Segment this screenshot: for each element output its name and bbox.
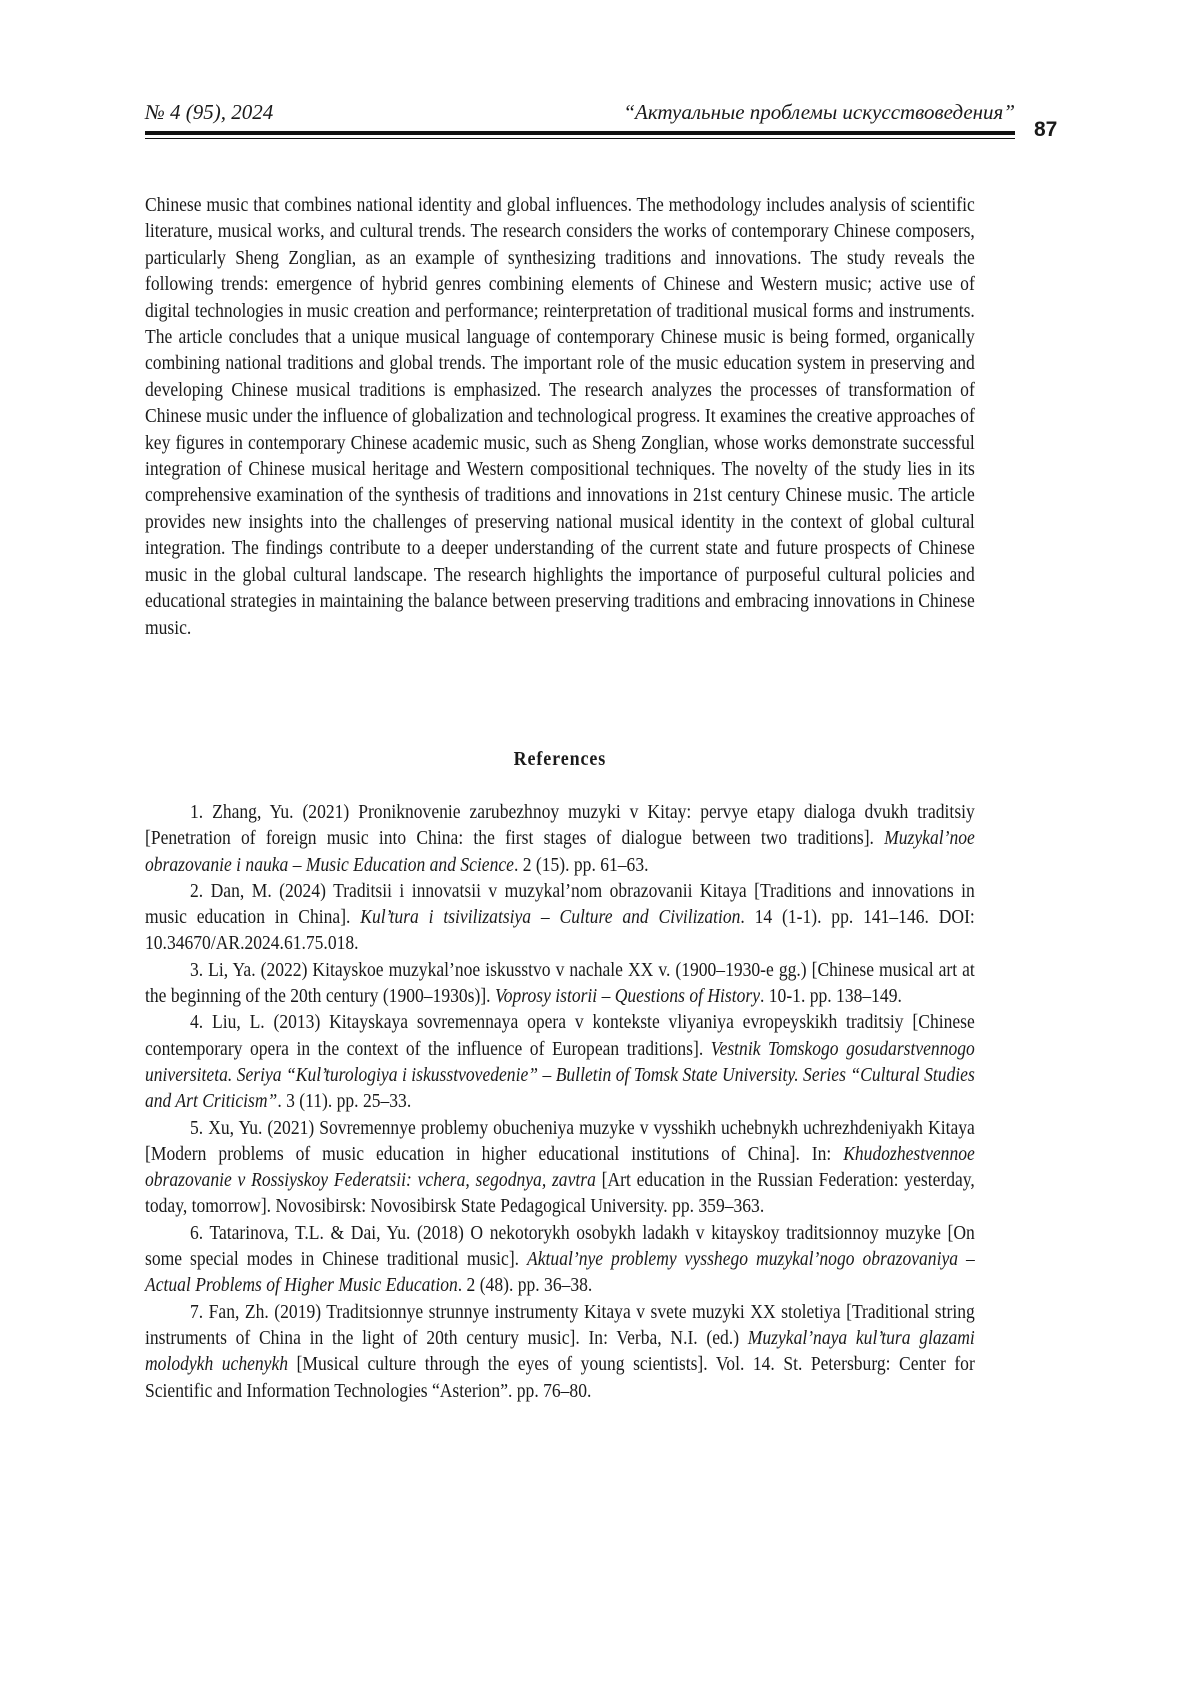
page-number: 87 [1034, 118, 1058, 141]
issue-number: № 4 (95), 2024 [145, 100, 274, 124]
header-rule-thick [145, 131, 1015, 135]
header-rule-thin [145, 138, 1015, 139]
references-list [145, 800, 975, 1405]
reference-item: 5. Xu, Yu. (2021) Sovremennye problemy obucheniya muzyke v vysshikh uchebnykh uchrezhdeniyakh Kitaya [Modern problems of music education in higher educational institutions of China]. In: Khudozhestvennoe obrazovanie v Rossiyskoy Federatsii: vchera, segodnya, zavtra [Art education in the Russian Federation: yesterday, today, tomorrow]. Novosibirsk: Novosibirsk State Pedagogical University. pp. 359–363. [145, 1117, 975, 1218]
reference-item: 6. Tatarinova, T.L. & Dai, Yu. (2018) O nekotorykh osobykh ladakh v kitayskoy traditsionnoy muzyke [On some special modes in Chinese traditional music]. Aktual’nye problemy vysshego muzykal’nogo obrazovaniya – Actual Problems of Higher Music Education. 2 (48). pp. 36–38. [145, 1222, 975, 1297]
body-paragraph: Chinese music that combines national identity and global influences. The methodology includes analysis of scientific literature, musical works, and cultural trends. The research considers the works of contemporary Chinese composers, particularly Sheng Zonglian, as an example of synthesizing traditions and innovations. The study reveals the following trends: emergence of hybrid genres combining elements of Chinese and Western music; active use of digital technologies in music creation and performance; reinterpretation of traditional musical forms and instruments. The article concludes that a unique musical language of contemporary Chinese music is being formed, organically combining national traditions and global trends. The important role of the music education system in preserving and developing Chinese musical traditions is emphasized. The research analyzes the processes of transformation of Chinese music under the influence of globalization and technological progress. It examines the creative approaches of key figures in contemporary Chinese academic music, such as Sheng Zonglian, whose works demonstrate successful integration of Chinese musical heritage and Western compositional techniques. The novelty of the study lies in its comprehensive examination of the synthesis of traditions and innovations in 21st century Chinese music. The article provides new insights into the challenges of preserving national musical identity in the context of global cultural integration. The findings contribute to a deeper understanding of the current state and future prospects of Chinese music in the global cultural landscape. The research highlights the importance of purposeful cultural policies and educational strategies in maintaining the balance between preserving traditions and embracing innovations in Chinese music. [145, 195, 975, 639]
journal-title: “Актуальные проблемы искусствоведения” [623, 100, 1015, 124]
abstract-body [145, 193, 975, 642]
running-header [145, 100, 1015, 130]
reference-item: 1. Zhang, Yu. (2021) Proniknovenie zarubezhnoy muzyki v Kitay: pervye etapy dialoga dvukh traditsiy [Penetration of foreign music into China: the first stages of dialogue between two traditions]. Muzykal’noe obrazovanie i nauka – Music Education and Science. 2 (15). pp. 61–63. [145, 802, 975, 876]
reference-item: 3. Li, Ya. (2022) Kitayskoe muzykal’noe iskusstvo v nachale XX v. (1900–1930-e gg.) [Chinese musical art at the beginning of the 20th century (1900–1930s)]. Voprosy istorii – Questions of History. 10-1. pp. 138–149. [145, 959, 975, 1008]
reference-item: 7. Fan, Zh. (2019) Traditsionnye strunnye instrumenty Kitaya v svete muzyki XX stoletiya [Traditional string instruments of China in the light of 20th century music]. In: Verba, N.I. (ed.) Muzykal’naya kul’tura glazami molodykh uchenykh [Musical culture through the eyes of young scientists]. Vol. 14. St. Petersburg: Center for Scientific and Information Technologies “Asterion”. pp. 76–80. [145, 1301, 975, 1402]
references-heading: References [513, 748, 607, 770]
reference-item: 2. Dan, M. (2024) Traditsii i innovatsii v muzykal’nom obrazovanii Kitaya [Traditions and innovations in music education in China]. Kul’tura i tsivilizatsiya – Culture and Civilization. 14 (1-1). pp. 141–146. DOI: 10.34670/AR.2024.61.75.018. [145, 880, 975, 955]
reference-item: 4. Liu, L. (2013) Kitayskaya sovremennaya opera v kontekste vliyaniya evropeyskikh traditsiy [Chinese contemporary opera in the context of the influence of European traditions]. Vestnik Tomskogo gosudarstvennogo universiteta. Seriya “Kul’turologiya i iskusstvovedenie” – Bulletin of Tomsk State University. Series “Cultural Studies and Art Criticism”. 3 (11). pp. 25–33. [145, 1012, 975, 1113]
